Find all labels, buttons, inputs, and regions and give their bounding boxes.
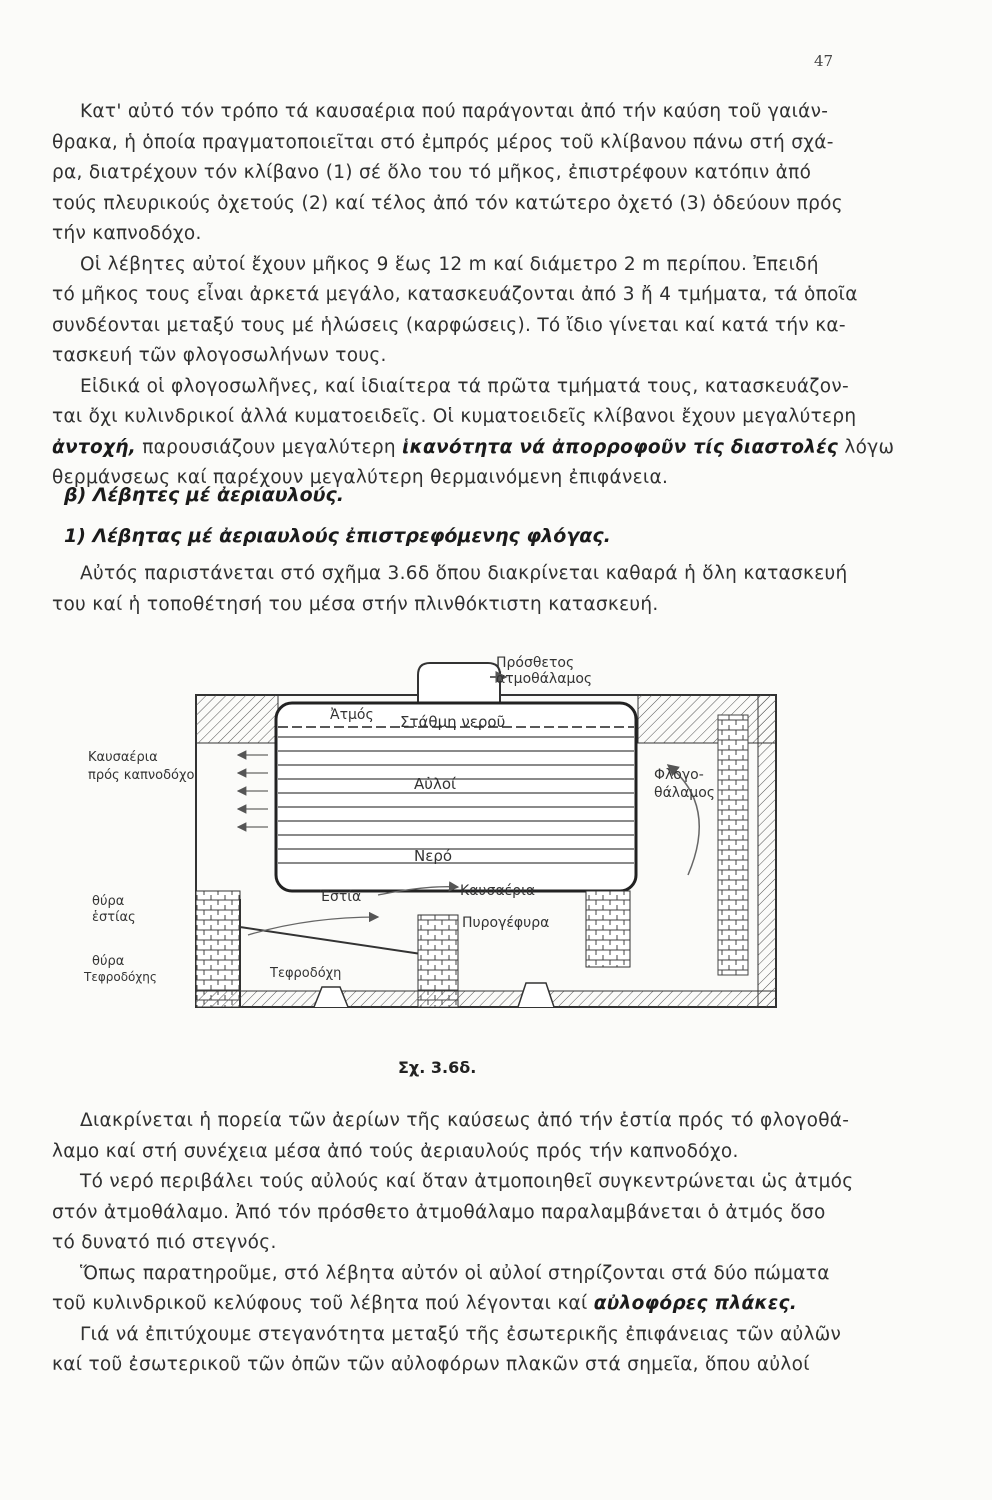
text-line: Διακρίνεται ἡ πορεία τῶν ἀερίων τῆς καύσεως ἀπό τήν ἑστία πρός τό φλογοθά- <box>80 1110 850 1131</box>
steam-dome <box>418 663 500 703</box>
label-flue-gas: Καυσαέρια <box>88 750 158 765</box>
center-brick-pillar <box>586 891 630 967</box>
label-firebox: Ἑστία <box>320 889 362 905</box>
figure-intro-text <box>52 563 852 624</box>
label-flue-gas: πρός καπνοδόχο <box>88 768 195 783</box>
section-heading-b: β) Λέβητες μέ ἀεριαυλούς. <box>64 484 344 506</box>
text-line: καί τοῦ ἐσωτερικοῦ τῶν ὀπῶν τῶν αὐλοφόρων πλακῶν στά σημεῖα, ὅπου αὐλοί <box>52 1354 810 1375</box>
text-line: τούς πλευρικούς ὀχετούς (2) καί τέλος ἀπό τόν κατώτερο ὀχετό (3) ὁδεύουν πρός <box>52 192 843 214</box>
top-right-wall <box>638 695 776 743</box>
right-brick-column <box>718 715 748 975</box>
text-line: Αὐτός παριστάνεται στό σχῆμα 3.6δ ὅπου διακρίνεται καθαρά ἡ ὅλη κατασκευή <box>80 563 848 584</box>
label-fire-bridge: Πυρογέφυρα <box>462 915 550 931</box>
label-extra-dome: Πρόσθετος <box>496 655 575 671</box>
text-line: ται ὄχι κυλινδρικοί ἀλλά κυματοειδεῖς. Οἱ κυματοειδεῖς κλίβανοι ἔχουν μεγαλύτερη <box>52 406 857 427</box>
boiler-diagram <box>78 655 798 1055</box>
text-span: παρουσιάζουν μεγαλύτερη <box>136 436 403 458</box>
text-line: του καί ἡ τοποθέτησή του μέσα στήν πλινθόκτιστη κατασκευή. <box>52 593 659 615</box>
text-line: τασκευή τῶν φλογοσωλήνων τους. <box>52 345 387 366</box>
label-combustion-gases: Καυσαέρια <box>460 883 536 899</box>
label-water: Νερό <box>414 847 453 865</box>
text-span: τοῦ κυλινδρικοῦ κελύφους τοῦ λέβητα πού λέγονται καί <box>52 1293 594 1314</box>
label-ashpit: Τεφροδόχη <box>270 966 342 981</box>
boiler-figure <box>78 655 798 1059</box>
label-extra-dome: ἀτμοθάλαμος <box>496 671 593 687</box>
label-water-level: Στάθμη νεροῦ <box>400 713 506 731</box>
text-line: θρακα, ἡ ὁποία πραγματοποιεῖται στό ἐμπρός μέρος τοῦ κλίβανου πάνω στή σχά- <box>52 131 834 153</box>
text-line: συνδέονται μεταξύ τους μέ ἡλώσεις (καρφώσεις). Τό ἴδιο γίνεται καί κατά τήν κα- <box>52 314 846 336</box>
text-span: λόγω <box>838 436 895 458</box>
label-flame-chamber: Φλογο- <box>654 767 704 783</box>
text-line: Γιά νά ἐπιτύχουμε στεγανότητα μεταξύ τῆς ἐσωτερικῆς ἐπιφάνειας τῶν αὐλῶν <box>80 1323 842 1345</box>
text-line: θερμάνσεως καί παρέχουν μεγαλύτερη θερμαινόμενη ἐπιφάνεια. <box>52 467 669 488</box>
text-line-emphasis <box>52 436 895 468</box>
label-flame-chamber: θάλαμος <box>654 785 715 801</box>
label-fire-door: θύρα <box>92 894 125 909</box>
figure-caption: Σχ. 3.6δ. <box>398 1058 477 1077</box>
top-left-wall <box>196 695 278 743</box>
floor <box>196 991 776 1007</box>
text-line: Εἰδικά οἱ φλογοσωλῆνες, καί ἰδιαίτερα τά πρῶτα τμήματά τους, κατασκευάζον- <box>80 375 849 397</box>
label-fire-door: ἑστίας <box>92 910 136 925</box>
text-line: Τό νερό περιβάλει τούς αὐλούς καί ὅταν ἀτμοποιηθεῖ συγκεντρώνεται ὡς ἀτμός <box>80 1171 854 1192</box>
subsection-heading-1: 1) Λέβητας μέ ἀεριαυλούς ἐπιστρεφόμενης φλόγας. <box>64 525 611 547</box>
intro-text <box>52 101 895 498</box>
text-line: Κατ' αὐτό τόν τρόπο τά καυσαέρια πού παράγονται ἀπό τήν καύση τοῦ γαιάν- <box>80 101 829 122</box>
text-line: ρα, διατρέχουν τόν κλίβανο (1) σέ ὅλο του τό μῆκος, ἐπιστρέφουν κατόπιν ἀπό <box>52 162 812 183</box>
outro-text <box>52 1110 852 1385</box>
label-ash-door: θύρα <box>92 954 125 969</box>
right-wall <box>758 695 776 1007</box>
text-line: τό μῆκος τους εἶναι ἀρκετά μεγάλο, κατασκευάζονται ἀπό 3 ἤ 4 τμήματα, τά ὁποῖα <box>52 284 858 305</box>
flue-gas-arrows <box>238 755 268 827</box>
page-number: 47 <box>814 52 834 70</box>
emphasis-text: ἱκανότητα νά ἀπορροφοῦν τίς διαστολές <box>402 436 839 458</box>
label-ash-door: Τεφροδόχης <box>84 970 157 984</box>
emphasis-text: αὐλοφόρες πλάκες. <box>593 1293 798 1314</box>
text-line: Οἱ λέβητες αὐτοί ἔχουν μῆκος 9 ἕως 12 m καί διάμετρο 2 m περίπου. Ἐπειδή <box>80 253 819 275</box>
emphasis-text: ἀντοχή, <box>52 436 137 458</box>
text-line: στόν ἀτμοθάλαμο. Ἀπό τόν πρόσθετο ἀτμοθάλαμο παραλαμβάνεται ὁ ἀτμός ὅσο <box>52 1201 826 1223</box>
text-line: λαμο καί στή συνέχεια μέσα ἀπό τούς ἀεριαυλούς πρός τήν καπνοδόχο. <box>52 1140 739 1162</box>
text-line: τό δυνατό πιό στεγνός. <box>52 1232 277 1253</box>
text-line: Ὅπως παρατηροῦμε, στό λέβητα αὐτόν οἱ αὐλοί στηρίζονται στά δύο πώματα <box>80 1262 830 1284</box>
label-steam: Ἀτμός <box>330 707 374 723</box>
label-tubes: Αὐλοί <box>414 775 457 793</box>
text-line-emphasis <box>52 1293 852 1324</box>
text-line: τήν καπνοδόχο. <box>52 223 202 244</box>
front-brick-wall <box>196 891 240 1007</box>
